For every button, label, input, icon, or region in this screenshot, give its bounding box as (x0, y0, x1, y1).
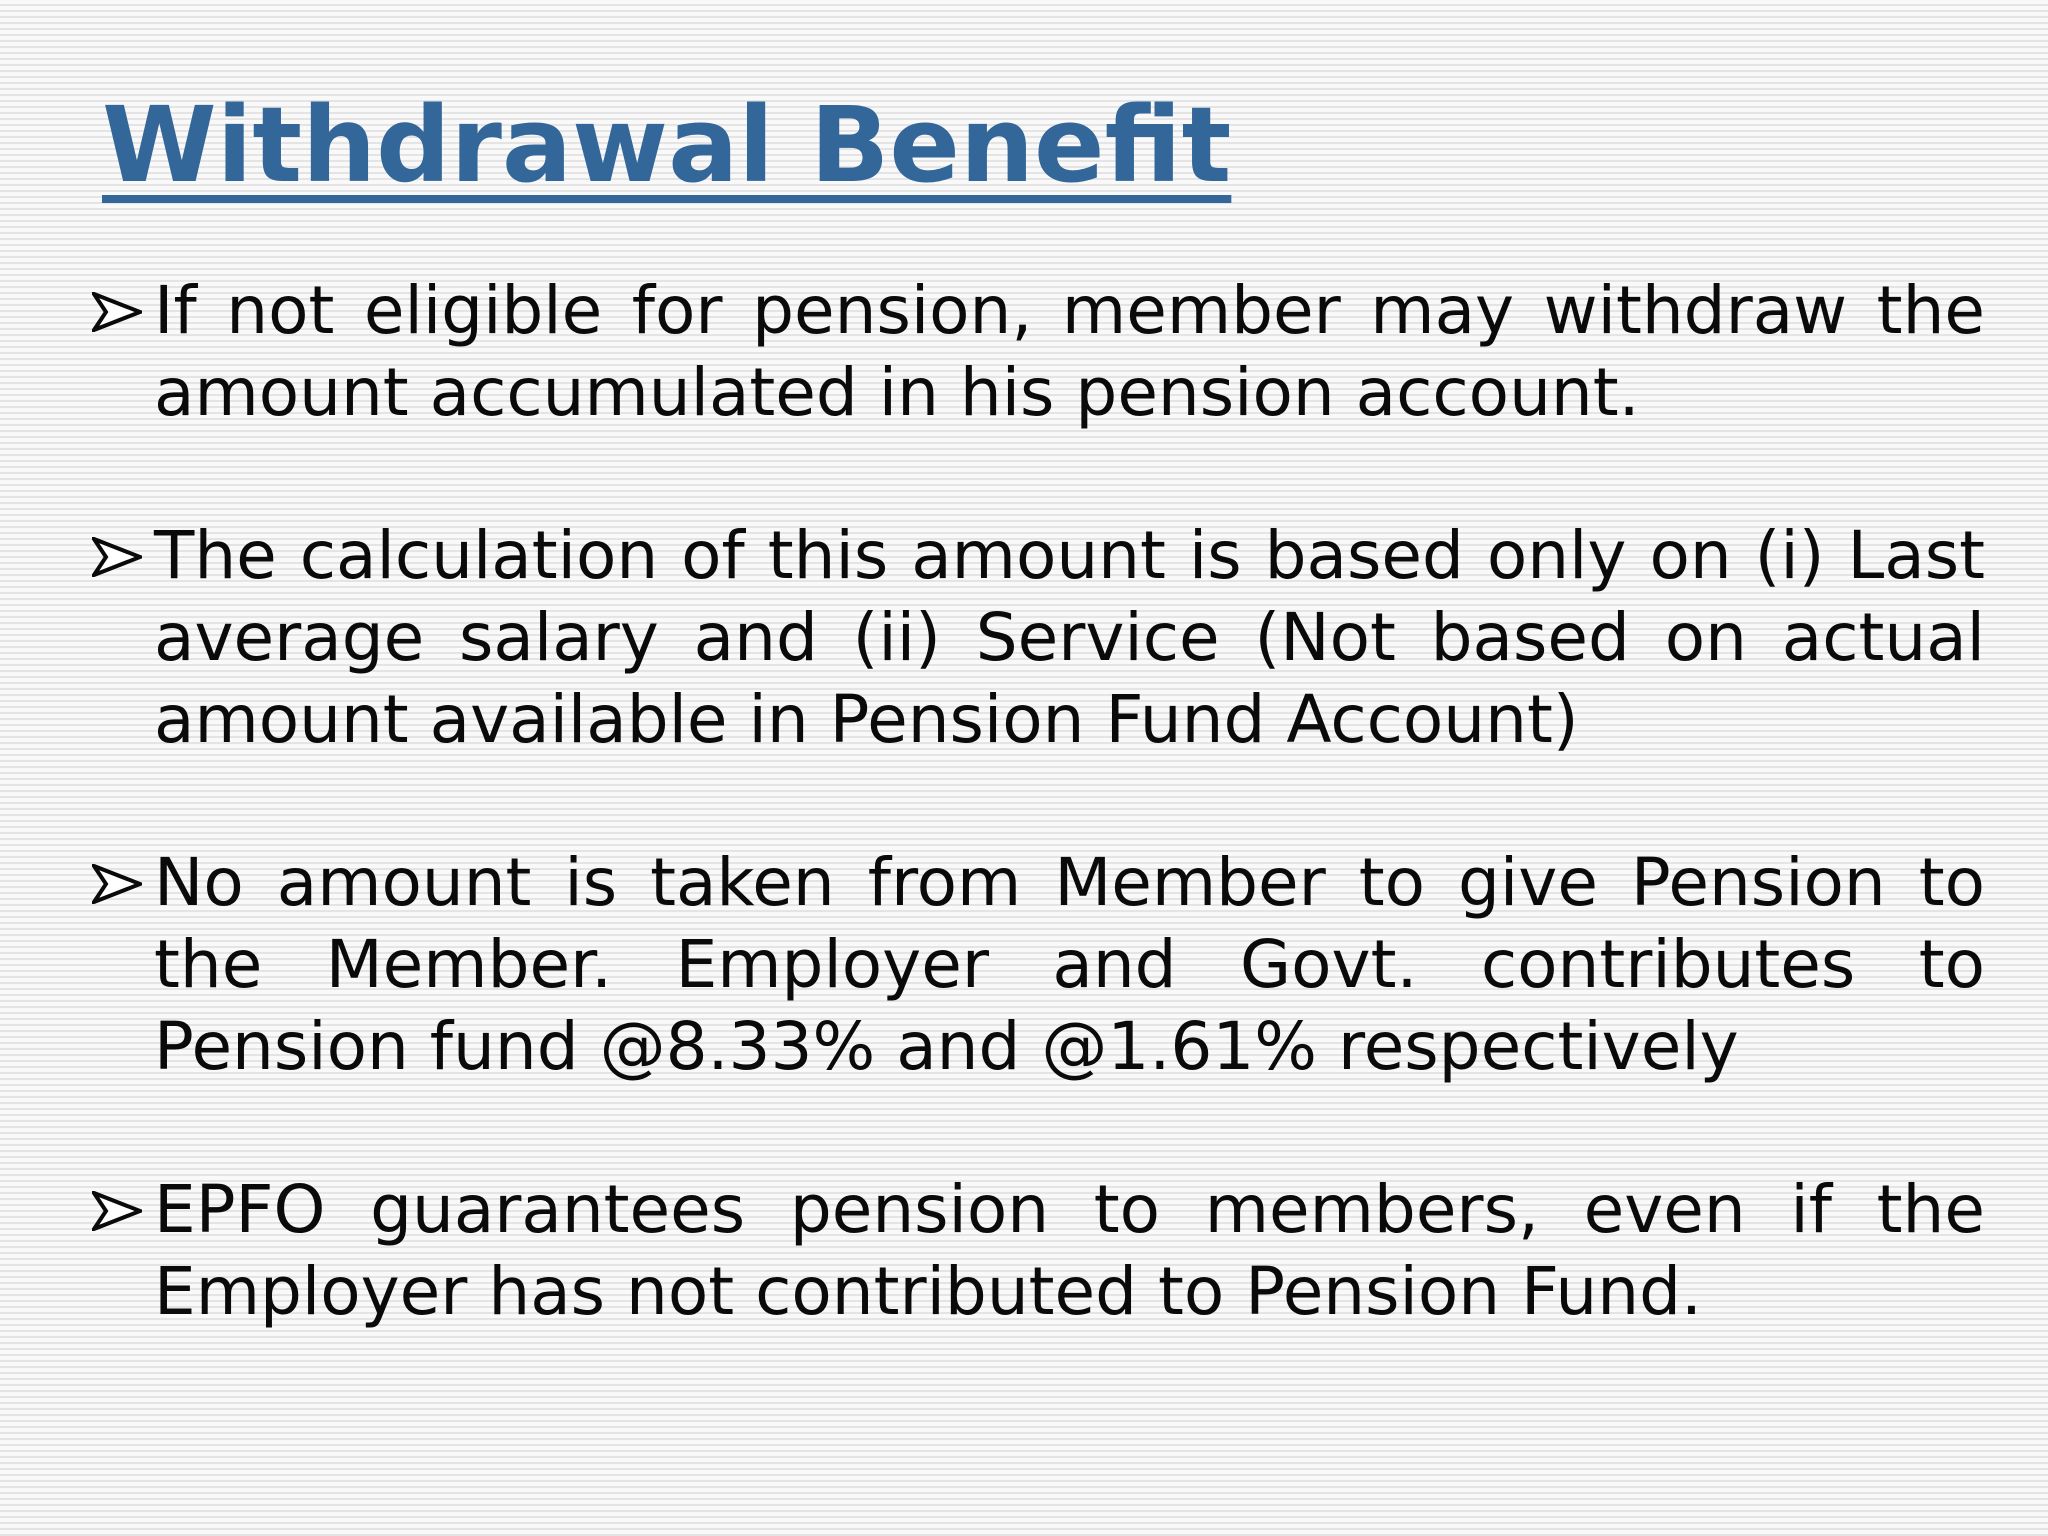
slide-title: Withdrawal Benefit (102, 84, 1232, 206)
bullet-item (90, 1169, 1985, 1333)
bullet-text: No amount is taken from Member to give Pension to the Member. Employer and Govt. contributes to Pension fund @8.33% and @1.61% respectively (154, 844, 1985, 1085)
arrowhead-bullet-icon (92, 292, 142, 332)
bullet-text: EPFO guarantees pension to members, even if the Employer has not contributed to Pension Fund. (154, 1171, 1985, 1330)
bullet-item (90, 270, 1985, 434)
bullet-text: The calculation of this amount is based only on (i) Last average salary and (ii) Service (Not based on actual amount available in Pension Fund Account) (154, 517, 1985, 758)
arrowhead-bullet-icon (92, 864, 142, 904)
arrowhead-bullet-icon (92, 1191, 142, 1231)
arrowhead-bullet-icon (92, 537, 142, 577)
bullet-text: If not eligible for pension, member may withdraw the amount accumulated in his pension account. (154, 272, 1985, 431)
bullet-item (90, 515, 1985, 761)
bullet-list (90, 270, 1985, 1414)
bullet-item (90, 842, 1985, 1088)
